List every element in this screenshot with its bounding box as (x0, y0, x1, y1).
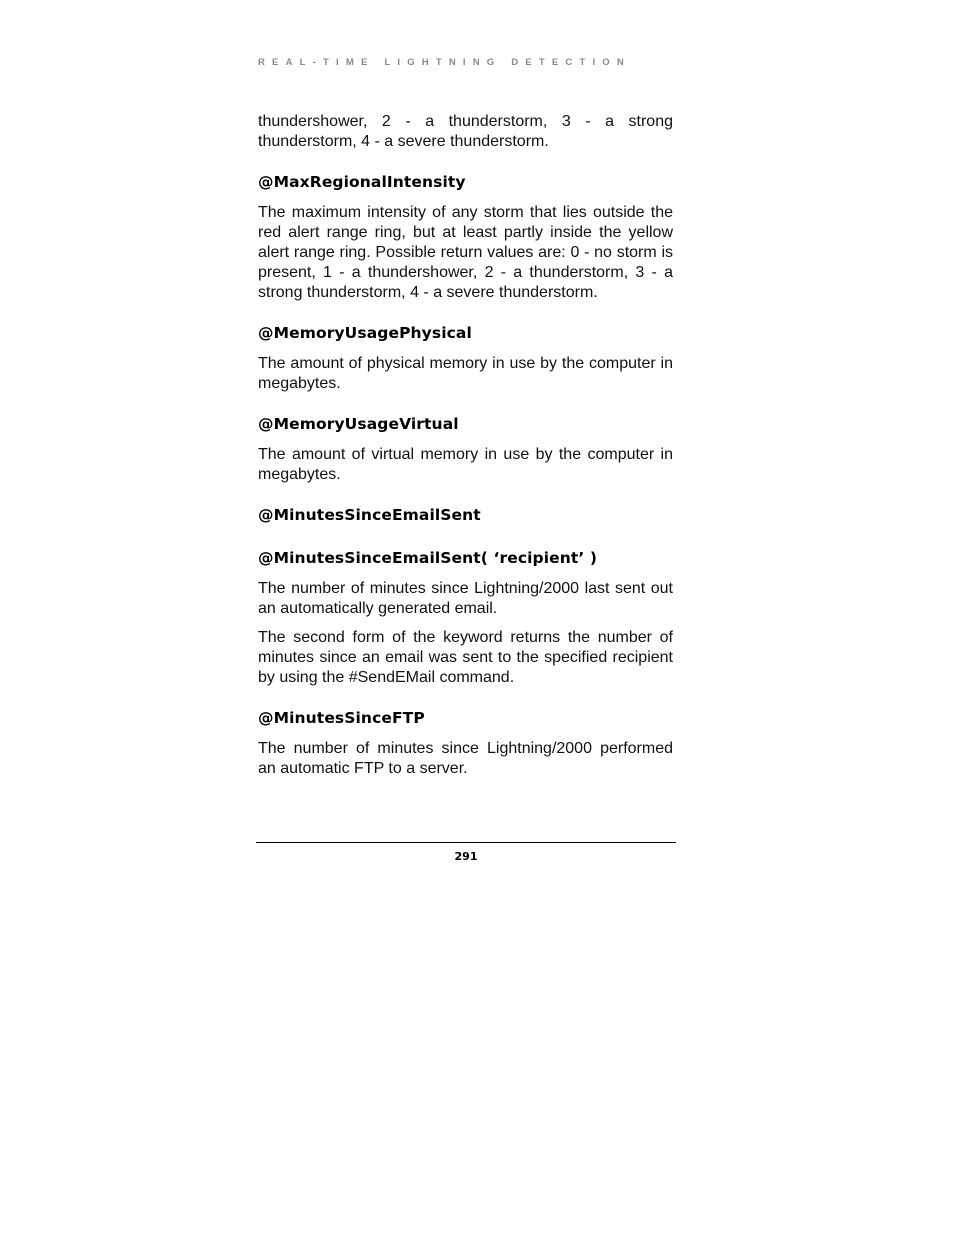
body-max-regional-intensity: The maximum intensity of any storm that lies outside the red alert range ring, but at least partly inside the yellow alert range ring. Possible return values are: 0 - no storm is present, 1 - a thundershower, 2 - a thunderstorm, 3 - a strong thunderstorm, 4 - a severe thunderstorm. (258, 204, 673, 301)
intro-paragraph: thundershower, 2 - a thunderstorm, 3 - a strong thunderstorm, 4 - a severe thunderstorm. (258, 113, 673, 150)
body-memory-usage-physical: The amount of physical memory in use by the computer in megabytes. (258, 355, 673, 392)
footer-divider (256, 842, 676, 843)
heading-memory-usage-physical: @MemoryUsagePhysical (258, 324, 472, 342)
heading-memory-usage-virtual: @MemoryUsageVirtual (258, 415, 459, 433)
page-number: 291 (454, 850, 478, 863)
heading-minutes-since-email-sent-recipient: @MinutesSinceEmailSent( ‘recipient’ ) (258, 549, 598, 567)
heading-minutes-since-ftp: @MinutesSinceFTP (258, 709, 425, 727)
heading-max-regional-intensity: @MaxRegionalIntensity (258, 173, 466, 191)
body-minutes-since-email-sent-second-form: The second form of the keyword returns the number of minutes since an email was sent to the specified recipient by using the #SendEMail command. (258, 629, 673, 686)
body-minutes-since-email-sent: The number of minutes since Lightning/2000 last sent out an automatically generated email. (258, 580, 673, 617)
heading-minutes-since-email-sent: @MinutesSinceEmailSent (258, 506, 481, 524)
running-header: REAL-TIME LIGHTNING DETECTION (258, 57, 631, 68)
page-content (258, 112, 673, 779)
body-memory-usage-virtual: The amount of virtual memory in use by the computer in megabytes. (258, 446, 673, 483)
body-minutes-since-ftp: The number of minutes since Lightning/2000 performed an automatic FTP to a server. (258, 740, 673, 777)
